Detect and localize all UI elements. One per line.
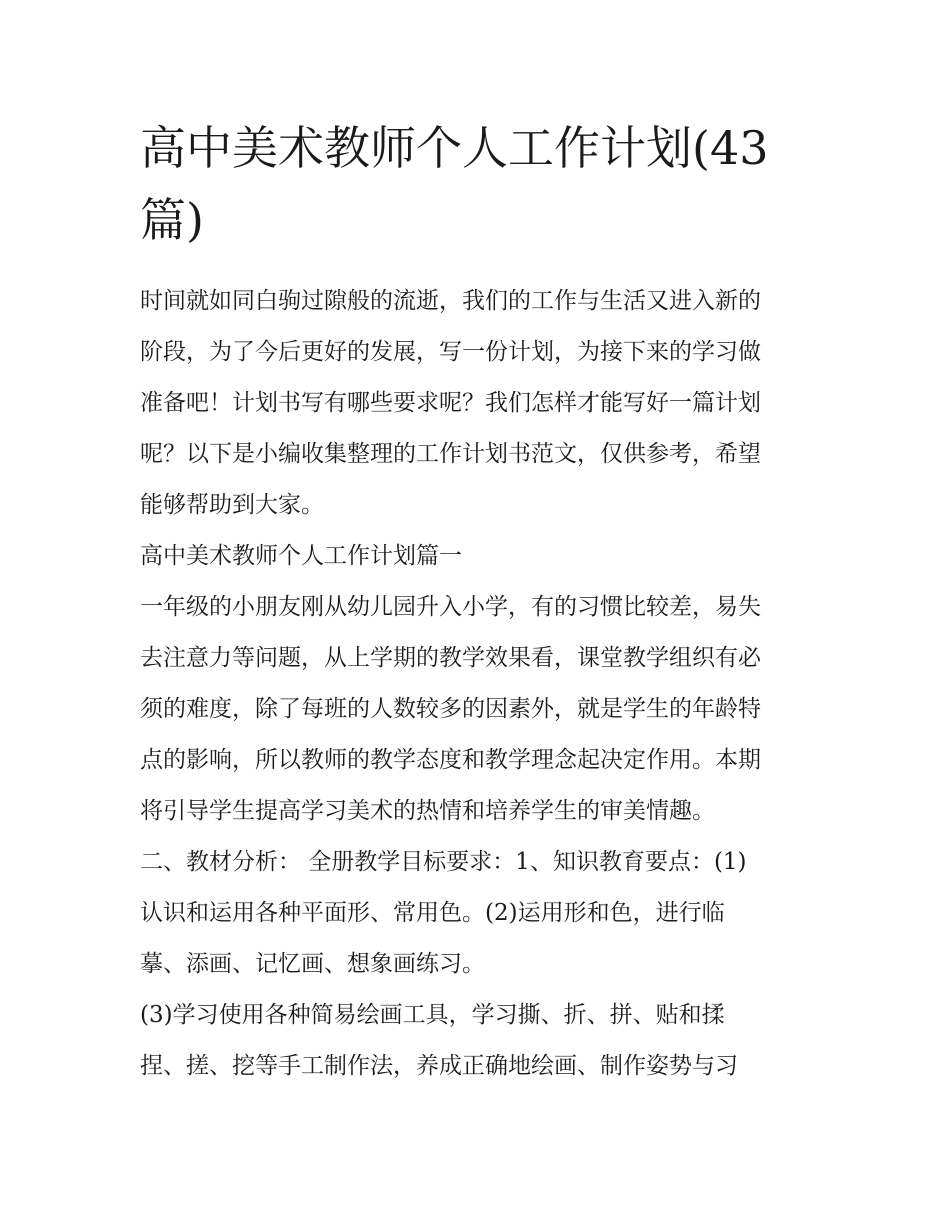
text-line: 认识和运用各种平面形、常用色。(2)运用形和色，进行临 [140, 900, 725, 926]
text-line: 阶段，为了今后更好的发展，写一份计划，为接下来的学习做 [140, 339, 761, 365]
page-title [140, 112, 830, 256]
text-line: 去注意力等问题，从上学期的教学效果看，课堂教学组织有必 [140, 645, 761, 671]
text-line: 须的难度，除了每班的人数较多的因素外，就是学生的年龄特 [140, 696, 761, 722]
text-line: 将引导学生提高学习美术的热情和培养学生的审美情趣。 [140, 798, 715, 824]
text-line: 高中美术教师个人工作计划篇一 [140, 543, 462, 569]
title-line-2: 篇) [140, 193, 204, 247]
body-paragraph [140, 837, 820, 990]
text-line: 捏、搓、挖等手工制作法，养成正确地绘画、制作姿势与习 [140, 1053, 738, 1079]
body-paragraph [140, 582, 820, 837]
document-body [140, 276, 820, 1092]
intro-paragraph [140, 276, 820, 531]
text-line: 二、教材分析： 全册教学目标要求：1、知识教育要点：(1) [140, 849, 747, 875]
text-line: 准备吧！计划书写有哪些要求呢？我们怎样才能写好一篇计划 [140, 390, 761, 416]
text-line: 摹、添画、记忆画、想象画练习。 [140, 951, 485, 977]
text-line: 时间就如同白驹过隙般的流逝，我们的工作与生活又进入新的 [140, 288, 761, 314]
body-paragraph [140, 990, 820, 1092]
section-heading [140, 531, 820, 582]
text-line: 点的影响，所以教师的教学态度和教学理念起决定作用。本期 [140, 747, 761, 773]
text-line: 能够帮助到大家。 [140, 492, 324, 518]
title-line-1: 高中美术教师个人工作计划(43 [140, 121, 769, 175]
text-line: 一年级的小朋友刚从幼儿园升入小学，有的习惯比较差，易失 [140, 594, 761, 620]
text-line: (3)学习使用各种简易绘画工具，学习撕、折、拼、贴和揉 [140, 1002, 725, 1028]
text-line: 呢？以下是小编收集整理的工作计划书范文，仅供参考，希望 [140, 441, 761, 467]
